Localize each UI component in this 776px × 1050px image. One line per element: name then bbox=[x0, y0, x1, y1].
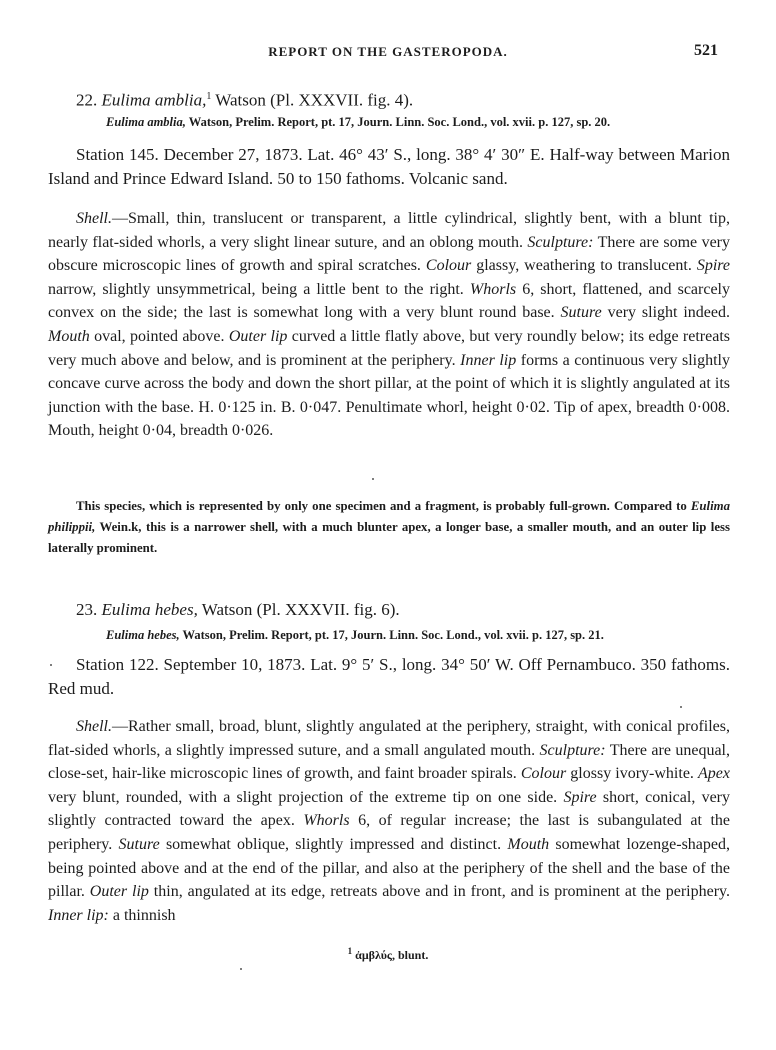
text-run: There are unequal, close-set, hair-like microscopic lines of growth, and faint broader spirals. bbox=[48, 741, 730, 783]
text-run: —Small, thin, translucent or transparent, a little cylindrical, slightly bent, with a blunt tip, nearly flat-sided whorls, a very slight linear suture, and an oblong mouth. bbox=[48, 210, 730, 251]
species-author-plate: Watson (Pl. XXXVII. fig. 6). bbox=[201, 600, 400, 619]
footnote-mark: 1 bbox=[347, 946, 353, 956]
station-text: Station 122. September 10, 1873. Lat. 9° 5′ S., long. 34° 50′ W. Off Pernambuco. 350 fathoms. Red mud. bbox=[48, 655, 730, 698]
species-23-description bbox=[48, 715, 730, 927]
text-run: somewhat oblique, slightly impressed and distinct. bbox=[159, 835, 508, 853]
italic-term: Sculpture: bbox=[539, 741, 606, 759]
running-title: REPORT ON THE GASTEROPODA. bbox=[268, 44, 508, 59]
species-23-station bbox=[48, 653, 730, 701]
text-run: There are some very obscure microscopic lines of growth and spiral scratches. bbox=[48, 233, 731, 275]
species-22-heading bbox=[48, 86, 730, 112]
italic-term: Shell. bbox=[76, 718, 112, 735]
ref-name: Eulima amblia, bbox=[106, 115, 186, 129]
text-run: short, conical, very slightly contracted toward the apex. bbox=[48, 788, 731, 830]
text-run: forms a continuous very slightly concave curve across the body and down the short pillar, at the point of which it is slightly angulated at its junction with the base. H. 0·125 in. B. 0·047. Penultimate whorl, height 0·02. Tip of apex, breadth 0·008. Mouth, height 0·04, breadth 0·026. bbox=[48, 351, 730, 440]
species-name: Eulima hebes, bbox=[101, 600, 198, 619]
italic-term: Whorls bbox=[303, 812, 350, 830]
italic-term: Mouth bbox=[507, 835, 550, 853]
text-run: glassy, weathering to translucent. bbox=[471, 257, 697, 275]
page-number: 521 bbox=[694, 42, 718, 59]
print-speck bbox=[50, 664, 52, 666]
text-run: This species, which is represented by only one specimen and a fragment, is probably full-grown. Compared to bbox=[76, 499, 691, 513]
species-author-plate: Watson (Pl. XXXVII. fig. 4). bbox=[215, 90, 414, 110]
italic-term: Spire bbox=[696, 257, 731, 275]
italic-term: Eulima philippii, bbox=[48, 499, 730, 534]
text-run: Wein.k, this is a narrower shell, with a much blunter apex, a longer base, a smaller mouth, and an outer lip less laterally prominent. bbox=[48, 520, 730, 555]
footnote bbox=[0, 946, 776, 963]
italic-term: Sculpture: bbox=[527, 233, 594, 251]
italic-term: Inner lip bbox=[460, 351, 517, 369]
text-run: very slight indeed. bbox=[601, 304, 730, 322]
species-number: 23. bbox=[76, 600, 98, 619]
print-speck bbox=[372, 478, 374, 480]
italic-term: Suture bbox=[118, 835, 160, 853]
text-run: curved a little flatly above, but very roundly below; its edge retreats very much above and below, and is prominent at the periphery. bbox=[48, 327, 730, 369]
text-run: glossy ivory-white. bbox=[566, 765, 699, 783]
species-22-station bbox=[48, 143, 730, 191]
print-speck bbox=[680, 706, 682, 708]
description-paragraph bbox=[48, 207, 730, 443]
text-run: thin, angulated at its edge, retreats above and in front, and is prominent at the periphery. bbox=[148, 883, 731, 901]
species-23-reference bbox=[48, 626, 730, 644]
remarks-paragraph bbox=[48, 496, 730, 559]
print-speck bbox=[240, 968, 242, 970]
species-number: 22. bbox=[76, 90, 98, 110]
page-header bbox=[0, 44, 776, 66]
ref-name: Eulima hebes, bbox=[106, 628, 180, 642]
text-run: narrow, slightly unsymmetrical, being a little bent to the right. bbox=[48, 280, 470, 298]
text-run: a thinnish bbox=[108, 906, 176, 924]
italic-term: Spire bbox=[563, 788, 597, 806]
italic-term: Colour bbox=[425, 257, 472, 275]
italic-term: Outer lip bbox=[228, 327, 288, 345]
species-22-remarks bbox=[48, 496, 730, 559]
ref-text: Watson, Prelim. Report, pt. 17, Journ. Linn. Soc. Lond., vol. xvii. p. 127, sp. 20. bbox=[188, 115, 611, 129]
italic-term: Inner lip: bbox=[48, 906, 109, 924]
ref-text: Watson, Prelim. Report, pt. 17, Journ. Linn. Soc. Lond., vol. xvii. p. 127, sp. 21. bbox=[182, 628, 604, 642]
italic-term: Whorls bbox=[469, 280, 517, 298]
italic-term: Mouth bbox=[48, 327, 90, 345]
text-run: oval, pointed above. bbox=[89, 327, 229, 345]
italic-term: Suture bbox=[560, 304, 602, 322]
footnote-text: ἀμβλύς, blunt. bbox=[355, 948, 429, 962]
italic-term: Shell. bbox=[76, 210, 112, 227]
italic-term: Apex bbox=[698, 765, 730, 783]
footnote-marker: 1 bbox=[206, 91, 212, 102]
text-run: 6, short, flattened, and scarcely convex on the side; the last is somewhat long with a very blunt round base. bbox=[48, 280, 730, 322]
text-run: —Rather small, broad, blunt, slightly angulated at the periphery, straight, with conical profiles, flat-sided whorls, a slightly impressed suture, and a small angulated mouth. bbox=[48, 718, 730, 759]
species-name: Eulima amblia, bbox=[101, 90, 207, 110]
station-text: Station 145. December 27, 1873. Lat. 46° 43′ S., long. 38° 4′ 30″ E. Half-way between Marion Island and Prince Edward Island. 50 to 150 fathoms. Volcanic sand. bbox=[48, 145, 730, 188]
description-paragraph bbox=[48, 715, 730, 927]
species-23-heading bbox=[48, 599, 730, 621]
species-22-reference bbox=[48, 113, 730, 131]
italic-term: Outer lip bbox=[89, 883, 149, 901]
text-run: very blunt, rounded, with a slight projection of the extreme tip on one side. bbox=[48, 788, 564, 806]
text-run: 6, of regular increase; the last is subangulated at the periphery. bbox=[48, 812, 731, 853]
italic-term: Colour bbox=[520, 765, 567, 783]
text-run: somewhat lozenge-shaped, being pointed above and at the end of the pillar, and also at the periphery of the shell and the base of the pillar. bbox=[48, 835, 731, 901]
species-22-description bbox=[48, 207, 730, 443]
